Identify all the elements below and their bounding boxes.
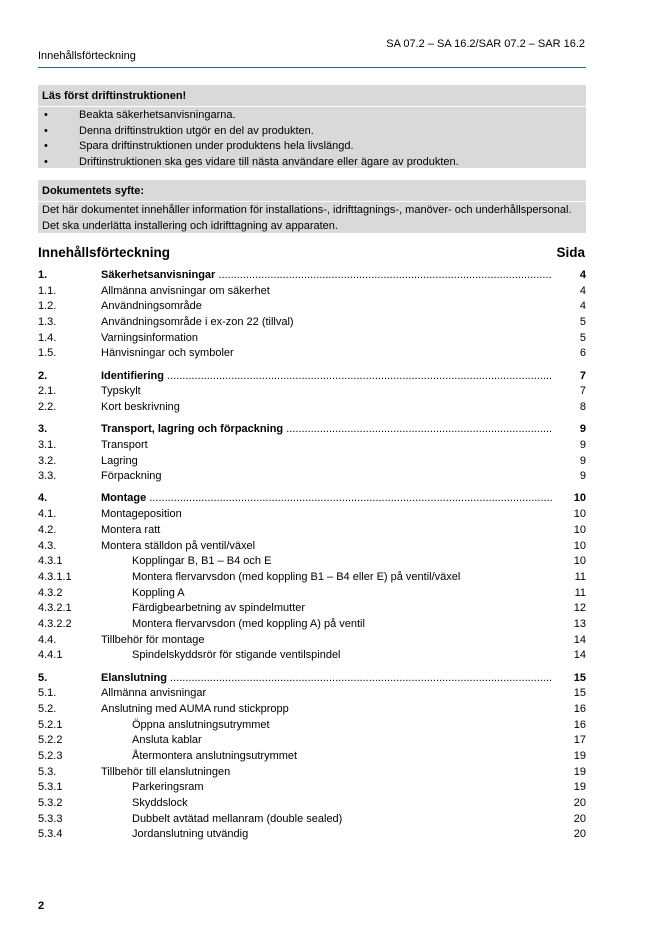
toc-entry-title: Montera flervarvsdon (med koppling A) på ventil [132, 617, 365, 630]
notice-box [38, 85, 586, 168]
toc-entry-title: Tillbehör för montage [101, 633, 205, 646]
bullet-icon: • [44, 140, 48, 152]
toc-entry-number: 5.2.2 [38, 734, 63, 747]
toc-entry-number: 5.2.3 [38, 749, 63, 762]
toc-entry-title: Elanslutning ..... [101, 671, 552, 687]
toc-entry[interactable] [38, 686, 586, 702]
toc-entry-page: 19 [573, 781, 586, 794]
toc-entry-number: 2. [38, 369, 48, 382]
toc-entry-page: 19 [573, 765, 586, 778]
toc-entry-title: Lagring [101, 454, 138, 467]
toc-entry[interactable] [38, 718, 586, 734]
notice-item-text: Beakta säkerhetsanvisningarna. [79, 109, 236, 121]
toc-entry[interactable] [38, 491, 586, 507]
toc-entry-number: 4.4. [38, 633, 57, 646]
notice-title: Läs först driftinstruktionen! [42, 90, 187, 102]
toc-title: Innehållsförteckning [38, 245, 171, 260]
toc-entry-page: 10 [573, 555, 586, 568]
toc-entry-title: Allmänna anvisningar om säkerhet [101, 284, 270, 297]
toc-entry[interactable] [38, 299, 586, 315]
toc-entry-title: Kort beskrivning [101, 401, 180, 413]
toc-entry-number: 5. [38, 671, 48, 684]
toc-entry[interactable] [38, 671, 586, 687]
toc-entry-title: Parkeringsram [132, 781, 204, 794]
toc-entry[interactable] [38, 507, 586, 523]
toc-entry[interactable] [38, 780, 586, 796]
toc-entry-page: 15 [573, 671, 586, 684]
toc-entry[interactable] [38, 539, 586, 555]
toc-entry[interactable] [38, 733, 586, 749]
toc-entry[interactable] [38, 601, 586, 617]
toc-entry-title: Ansluta kablar [132, 734, 202, 747]
toc-entry-page: 5 [579, 316, 586, 329]
toc-entry-number: 5.3.3 [38, 812, 63, 825]
notice-item [42, 108, 582, 124]
toc-entry-title: Varningsinformation [101, 331, 199, 344]
toc-entry-page: 7 [579, 369, 586, 382]
toc-entry-title: Transport [101, 438, 148, 451]
toc-entry[interactable] [38, 331, 586, 347]
toc-entry-page: 4 [579, 284, 586, 297]
bullet-icon: • [44, 155, 48, 168]
toc-entry-page: 16 [573, 702, 586, 715]
toc-entry[interactable] [38, 617, 586, 633]
purpose-line: Det här dokumentet innehåller information för installations-, idrifttagnings-, manöver- och underhållspersonal. [42, 204, 572, 216]
toc-entry-title: Återmontera anslutningsutrymmet [132, 749, 298, 762]
toc-entry[interactable] [38, 586, 586, 602]
toc-entry[interactable] [38, 827, 586, 843]
toc-entry-number: 1.4. [38, 331, 57, 344]
toc-entry-number: 5.2. [38, 702, 57, 715]
notice-item [42, 139, 582, 155]
toc-entry[interactable] [38, 454, 586, 470]
purpose-line: Det ska underlätta installering och idrifttagning av apparaten. [42, 219, 338, 232]
toc-entry[interactable] [38, 749, 586, 765]
notice-divider [38, 106, 586, 107]
toc-entry-number: 4.3.2 [38, 586, 63, 599]
purpose-box [38, 180, 586, 233]
toc-entry[interactable] [38, 523, 586, 539]
toc-entry-page: 17 [573, 734, 586, 747]
toc-entry[interactable] [38, 384, 586, 400]
toc-entry-title: Förpackning [101, 470, 162, 483]
toc-entry-number: 5.3.4 [38, 828, 63, 841]
toc-entry-page: 9 [579, 470, 586, 483]
toc-entry-page: 20 [573, 812, 586, 825]
toc-entry-title: Montera ställdon på ventil/växel [101, 539, 256, 552]
toc-entry-number: 5.3.2 [38, 797, 63, 809]
toc-entry[interactable] [38, 633, 586, 649]
toc-entry-number: 2.2. [38, 401, 57, 413]
toc-entry-number: 4.4.1 [38, 649, 63, 662]
toc-entry-number: 4.3.2.1 [38, 602, 72, 615]
toc-entry[interactable] [38, 765, 586, 781]
toc-entry-page: 10 [573, 492, 586, 505]
toc-entry-title: Montera flervarvsdon (med koppling B1 – B4 eller E) på ventil/växel [132, 570, 461, 583]
toc-entry[interactable] [38, 812, 586, 828]
toc-entry-number: 3.2. [38, 454, 57, 467]
toc-entry-number: 4.3.2.2 [38, 617, 72, 630]
toc-entry-number: 1.2. [38, 300, 57, 313]
toc-entry-page: 9 [579, 423, 586, 436]
toc-entry[interactable] [38, 400, 586, 416]
toc-entry-page: 14 [573, 649, 586, 662]
notice-item-text: Spara driftinstruktionen under produktens hela livslängd. [79, 140, 354, 152]
toc-entry-page: 7 [579, 385, 586, 398]
notice-item [42, 124, 582, 140]
toc-entry-title: Användningsområde [101, 300, 202, 313]
toc-entry[interactable] [38, 570, 586, 586]
toc-entry[interactable] [38, 648, 586, 664]
toc-entry-title: Montage ..... [101, 491, 552, 507]
toc-entry[interactable] [38, 554, 586, 570]
toc-entry-title: Koppling A [132, 586, 185, 599]
toc-entry-number: 3.1. [38, 438, 57, 451]
page-number: 2 [38, 900, 45, 912]
notice-item-text: Driftinstruktionen ska ges vidare till nästa användare eller ägare av produkten. [79, 155, 459, 168]
toc-entry-page: 11 [574, 570, 586, 583]
toc-entry-page: 13 [573, 617, 586, 630]
toc-entry-page: 10 [573, 523, 586, 536]
bullet-icon: • [44, 124, 48, 137]
toc-entry-title: Säkerhetsanvisningar ..... [101, 268, 552, 284]
toc-entry-number: 5.2.1 [38, 718, 63, 731]
toc-entry-title: Skyddslock [132, 797, 188, 809]
toc-entry-number: 3.3. [38, 470, 57, 483]
toc-entry-page: 14 [573, 633, 586, 646]
toc-entry[interactable] [38, 438, 586, 454]
toc-entry-title: Identifiering ..... [101, 369, 552, 385]
toc-entry-page: 16 [573, 718, 586, 731]
toc-entry-number: 4.2. [38, 523, 57, 536]
toc-entry-page: 20 [573, 797, 586, 809]
toc-entry-page: 11 [574, 586, 586, 599]
toc-entry-title: Montera ratt [101, 523, 161, 536]
notice-list [42, 108, 582, 170]
toc-entry-number: 4.3.1 [38, 555, 63, 568]
bullet-icon: • [44, 109, 48, 121]
toc-entry-title: Färdigbearbetning av spindelmutter [132, 602, 306, 615]
toc-entry-number: 5.1. [38, 687, 57, 700]
toc-entry-title: Jordanslutning utvändig [132, 828, 249, 841]
toc-entry[interactable] [38, 284, 586, 300]
toc-entry-page: 12 [573, 602, 586, 615]
toc-entry-number: 4. [38, 492, 48, 505]
toc-entry[interactable] [38, 702, 586, 718]
toc-entry-title: Spindelskyddsrör för stigande ventilspindel [132, 649, 341, 662]
toc-entry-page: 6 [579, 347, 586, 360]
toc-entry[interactable] [38, 796, 586, 812]
toc-entry-number: 1.1. [38, 284, 57, 297]
toc-entry[interactable] [38, 346, 586, 362]
toc-entry-title: Allmänna anvisningar [101, 687, 207, 700]
toc-entry[interactable] [38, 469, 586, 485]
toc-entry-page: 4 [579, 300, 586, 313]
toc-entry-number: 5.3. [38, 765, 57, 778]
purpose-title: Dokumentets syfte: [42, 185, 145, 197]
toc-entry-title: Hänvisningar och symboler [101, 347, 234, 360]
toc-entry[interactable] [38, 268, 586, 284]
toc-entry[interactable] [38, 315, 586, 331]
toc-entry-page: 20 [573, 828, 586, 841]
toc-entry-page: 19 [573, 749, 586, 762]
toc-entry-number: 4.3. [38, 539, 57, 552]
toc-entry-title: Montageposition [101, 508, 182, 521]
toc-entry-number: 1.5. [38, 347, 57, 360]
toc-entry-title: Transport, lagring och förpackning ..... [101, 422, 552, 438]
toc-entry[interactable] [38, 422, 586, 438]
toc-entry-number: 5.3.1 [38, 781, 63, 794]
notice-item-text: Denna driftinstruktion utgör en del av produkten. [79, 124, 314, 137]
toc-entry-page: 9 [579, 454, 586, 467]
toc-entry-title: Typskylt [101, 385, 141, 398]
toc-entry-number: 3. [38, 423, 48, 436]
header-product-title: SA 07.2 – SA 16.2/SAR 07.2 – SAR 16.2 [386, 38, 585, 50]
notice-item [42, 155, 582, 171]
toc-entry-page: 10 [573, 539, 586, 552]
toc-entry-page: 9 [579, 438, 586, 451]
toc-entry-number: 2.1. [38, 385, 57, 398]
toc-entry-title: Tillbehör till elanslutningen [101, 765, 231, 778]
toc-entry-number: 1. [38, 269, 48, 281]
purpose-divider [38, 201, 586, 202]
toc-entry-title: Anslutning med AUMA rund stickpropp [101, 702, 289, 715]
toc-entry-page: 4 [579, 269, 586, 281]
toc-entry[interactable] [38, 369, 586, 385]
toc-entry-number: 1.3. [38, 316, 57, 329]
toc-entry-title: Användningsområde i ex-zon 22 (tillval) [101, 316, 294, 329]
toc-entry-page: 5 [579, 331, 586, 344]
toc-entry-page: 8 [579, 401, 586, 413]
toc-page-header: Sida [556, 245, 585, 260]
toc-entry-number: 4.1. [38, 508, 57, 521]
toc-entry-page: 10 [573, 508, 586, 521]
header-divider [38, 67, 586, 68]
table-of-contents [38, 268, 586, 843]
toc-entry-page: 15 [573, 687, 586, 700]
toc-entry-title: Dubbelt avtätad mellanram (double sealed) [132, 812, 343, 825]
toc-entry-number: 4.3.1.1 [38, 570, 72, 583]
toc-entry-title: Kopplingar B, B1 – B4 och E [132, 555, 272, 568]
header-section-title: Innehållsförteckning [38, 50, 136, 62]
toc-entry-title: Öppna anslutningsutrymmet [132, 718, 270, 731]
